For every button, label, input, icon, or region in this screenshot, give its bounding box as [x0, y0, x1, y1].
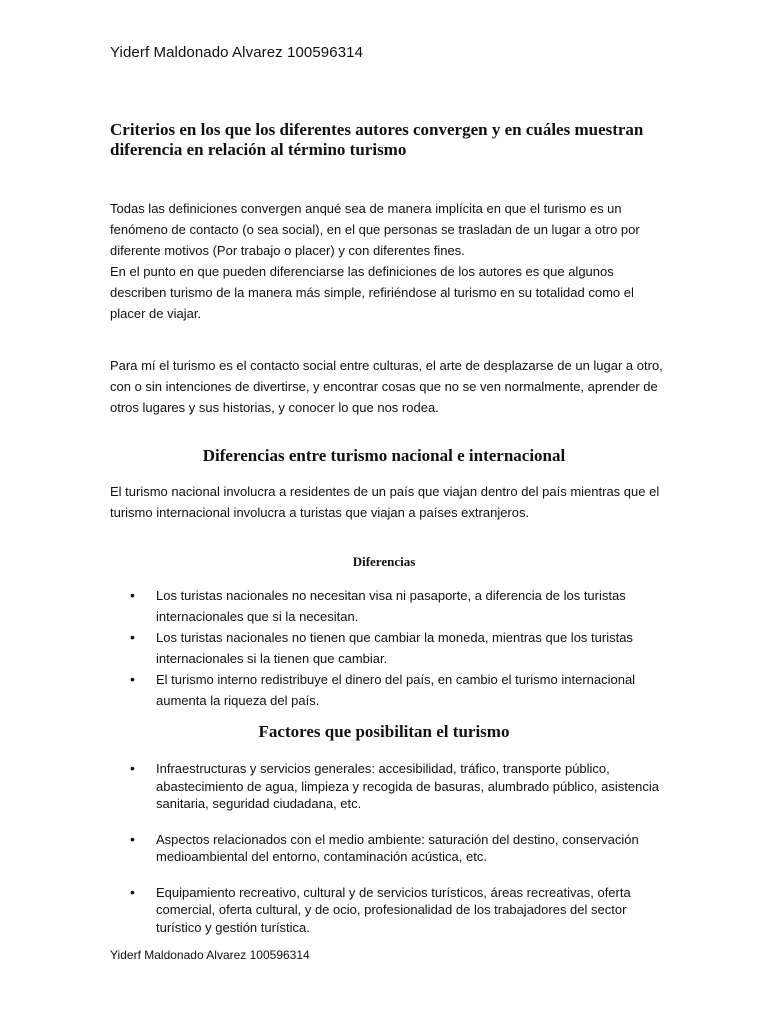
- paragraph-personal-definition: Para mí el turismo es el contacto social entre culturas, el arte de desplazarse de un lugar a otro, con o sin intenciones de divertirse, y encontrar cosas que no se ven normalmente, aprender de otros lugares y sus historias, y conocer lo que nos rodea.: [110, 358, 663, 415]
- paragraph-national-international: El turismo nacional involucra a residentes de un país que viajan dentro del país mientras que el turismo internacional involucra a turistas que viajan a países extranjeros.: [110, 484, 660, 520]
- paragraph-difference-text: En el punto en que pueden diferenciarse las definiciones de los autores es que algunos describen turismo de la manera más simple, refiriéndose al turismo en su totalidad como el placer de viajar.: [110, 264, 634, 321]
- factors-heading: Factores que posibilitan el turismo: [258, 722, 510, 741]
- paragraph-convergence-text: Todas las definiciones convergen anqué sea de manera implícita en que el turismo es un fenómeno de contacto (o sea social), en el que personas se trasladan de un lugar a otro por diferente motivos (Por trabajo o placer) y con diferentes fines.: [110, 201, 640, 258]
- factors-list: [110, 760, 670, 954]
- list-item: • Los turistas nacionales no necesitan visa ni pasaporte, a diferencia de los turistas internacionales que si la necesitan.: [110, 585, 670, 627]
- paragraph-convergence: [110, 198, 670, 324]
- header-author: Yiderf Maldonado Alvarez 100596314: [110, 44, 364, 61]
- list-item: • Equipamiento recreativo, cultural y de servicios turísticos, áreas recreativas, oferta comercial, oferta cultural, y de ocio, profesionalidad de los trabajadores del sector turístico y gestión turística.: [110, 884, 670, 937]
- list-item: • Aspectos relacionados con el medio ambiente: saturación del destino, conservación medioambiental del entorno, contaminación acústica, etc.: [110, 831, 670, 866]
- differences-list: [110, 585, 670, 711]
- differences-heading: Diferencias entre turismo nacional e internacional: [202, 446, 566, 465]
- list-item: • Los turistas nacionales no tienen que cambiar la moneda, mientras que los turistas internacionales si la tienen que cambiar.: [110, 627, 670, 669]
- differences-subheading: Diferencias: [352, 554, 416, 569]
- list-item: • Infraestructuras y servicios generales: accesibilidad, tráfico, transporte público, abastecimiento de agua, limpieza y recogida de basuras, alumbrado público, asistencia sanitaria, seguridad ciudadana, etc.: [110, 760, 670, 813]
- list-item: • El turismo interno redistribuye el dinero del país, en cambio el turismo internacional aumenta la riqueza del país.: [110, 669, 670, 711]
- document-title: Criterios en los que los diferentes autores convergen y en cuáles muestran diferencia en relación al término turismo: [110, 120, 644, 159]
- footer-author: Yiderf Maldonado Alvarez 100596314: [110, 948, 310, 962]
